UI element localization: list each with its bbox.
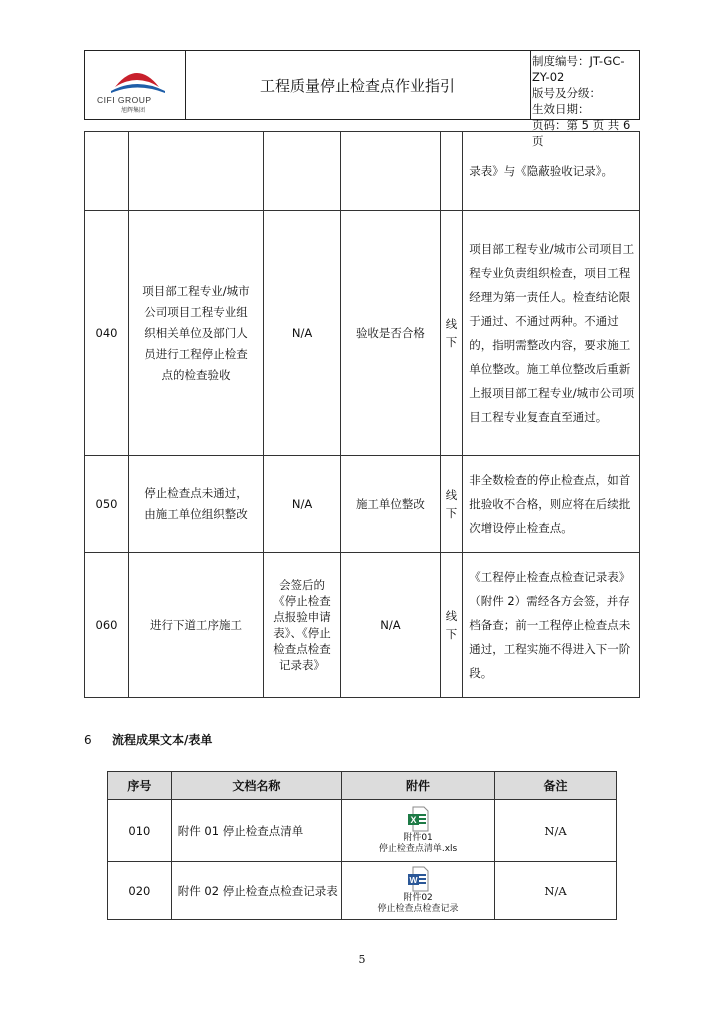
attachment-label: 附件01 xyxy=(403,833,433,843)
table-row xyxy=(85,132,640,211)
step-number: 040 xyxy=(85,211,129,456)
doc-number: 010 xyxy=(108,800,172,862)
document-title: 工程质量停止检查点作业指引 xyxy=(185,51,531,119)
step-input: N/A xyxy=(263,456,340,553)
attachment-filename: 停止检查点检查记录 xyxy=(377,904,459,914)
step-mode xyxy=(440,132,463,211)
attachment-cell xyxy=(342,800,495,862)
step-action xyxy=(129,553,264,698)
column-header: 序号 xyxy=(108,772,172,800)
page-number: 5 xyxy=(358,953,366,966)
table-row xyxy=(85,211,640,456)
word-file-icon xyxy=(407,866,429,892)
step-description: 录表》与《隐蔽验收记录》。 xyxy=(463,132,640,211)
step-action-text: 进行下道工序施工 xyxy=(149,617,242,632)
svg-text:X: X xyxy=(410,815,417,825)
attachment-link[interactable] xyxy=(343,806,493,855)
document-header xyxy=(84,50,640,148)
step-output xyxy=(341,132,440,211)
step-mode-text: 线下 xyxy=(445,609,458,641)
logo-text: CIFI GROUP xyxy=(97,95,152,105)
logo-subtext: 旭辉集团 xyxy=(121,107,146,114)
doc-number: 020 xyxy=(108,862,172,920)
step-description: 《工程停止检查点检查记录表》（附件 2）需经各方会签，并存档备查；前一工程停止检查点未通过，工程实施不得进入下一阶段。 xyxy=(463,553,640,698)
step-mode xyxy=(440,456,463,553)
meta-version: 版号及分级： xyxy=(532,86,601,100)
svg-text:W: W xyxy=(409,875,418,885)
doc-name: 附件 02 停止检查点检查记录表 xyxy=(171,862,341,920)
attachment-cell xyxy=(342,862,495,920)
step-output: 验收是否合格 xyxy=(341,211,440,456)
step-mode xyxy=(440,553,463,698)
attachment-link[interactable] xyxy=(343,866,493,915)
table-header-row xyxy=(108,772,617,800)
step-action xyxy=(129,456,264,553)
company-logo xyxy=(85,51,186,119)
step-input: N/A xyxy=(263,211,340,456)
meta-doc-number: 制度编号：JT-GC-ZY-02 xyxy=(532,54,625,84)
step-output: 施工单位整改 xyxy=(341,456,440,553)
step-mode-text: 线下 xyxy=(445,488,458,520)
step-number: 050 xyxy=(85,456,129,553)
step-input-text: 会签后的《停止检查点报验申请表》、《停止检查点检查记录表》 xyxy=(273,578,331,672)
attachment-filename: 停止检查点清单.xls xyxy=(378,844,458,854)
step-description: 非全数检查的停止检查点，如首批验收不合格，则应将在后续批次增设停止检查点。 xyxy=(463,456,640,553)
table-row xyxy=(108,862,617,920)
meta-effective-date: 生效日期： xyxy=(532,102,590,116)
excel-file-icon xyxy=(407,806,429,832)
step-output: N/A xyxy=(341,553,440,698)
table-row xyxy=(85,553,640,698)
column-header: 附件 xyxy=(342,772,495,800)
step-description: 项目部工程专业/城市公司项目工程专业负责组织检查，项目工程经理为第一责任人。检查结论限于通过、不通过两种。不通过的，指明需整改内容，要求施工单位整改。施工单位整改后重新上报项目部工程专业/城市公司项目工程专业复查直至通过。 xyxy=(463,211,640,456)
step-mode-text: 线下 xyxy=(445,317,458,349)
step-action-text: 停止检查点未通过，由施工单位组织整改 xyxy=(144,486,248,521)
step-number: 060 xyxy=(85,553,129,698)
step-mode xyxy=(440,211,463,456)
step-action xyxy=(129,211,264,456)
section-heading xyxy=(84,731,212,748)
column-header: 备注 xyxy=(495,772,617,800)
step-action xyxy=(129,132,264,211)
doc-note: N/A xyxy=(495,862,617,920)
step-input xyxy=(263,132,340,211)
meta-page: 页码：第 5 页 共 6 页 xyxy=(532,118,631,148)
section-title: 流程成果文本/表单 xyxy=(112,733,213,747)
table-row xyxy=(85,456,640,553)
step-action-text: 项目部工程专业/城市公司项目工程专业组织相关单位及部门人员进行工程停止检查点的检查验收 xyxy=(142,283,250,382)
doc-name: 附件 01 停止检查点清单 xyxy=(171,800,341,862)
table-row xyxy=(108,800,617,862)
process-flow-table xyxy=(84,131,640,698)
attachment-label: 附件02 xyxy=(403,893,433,903)
section-number: 6 xyxy=(84,733,92,747)
doc-note: N/A xyxy=(495,800,617,862)
step-number xyxy=(85,132,129,211)
output-documents-table xyxy=(107,771,617,920)
column-header: 文档名称 xyxy=(171,772,341,800)
logo-mountain-icon xyxy=(85,51,185,95)
step-input xyxy=(263,553,340,698)
